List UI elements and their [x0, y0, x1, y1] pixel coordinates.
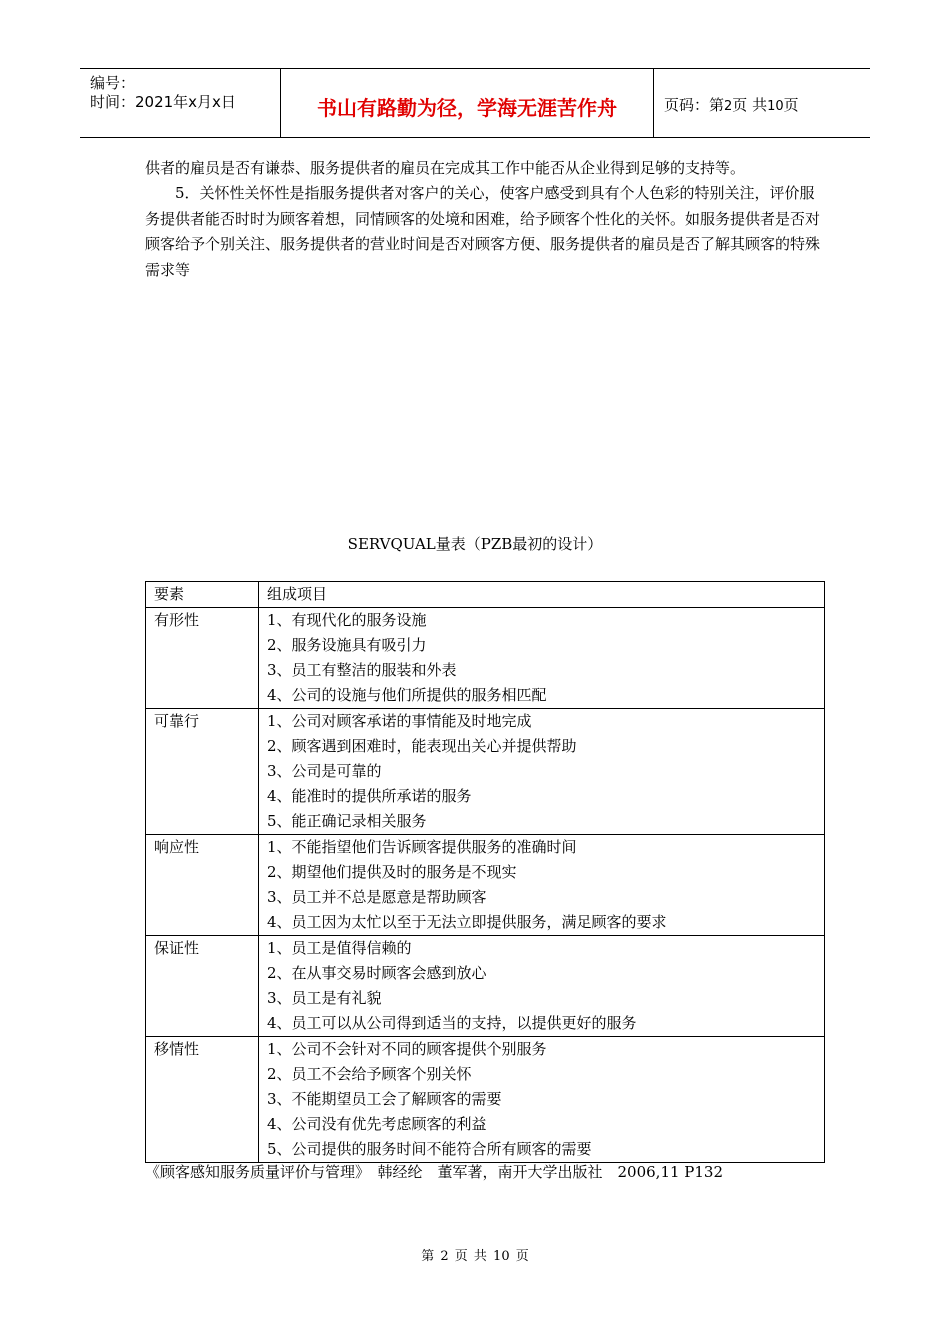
factor-cell: [146, 608, 259, 709]
time-label: 时间：2021年x月x日: [90, 93, 236, 111]
factor-cell: [146, 1037, 259, 1163]
code-label: 编号：: [90, 74, 136, 92]
item-line: 3、员工是有礼貌: [267, 989, 382, 1007]
header-factor-label: 要素: [154, 585, 185, 603]
page-prefix: 页码：第: [664, 96, 725, 114]
factor-label: 保证性: [154, 939, 200, 957]
citation: 《顾客感知服务质量评价与管理》 韩经纶 董军著，南开大学出版社 2006,11 P132: [145, 1163, 724, 1181]
item-line: 4、员工可以从公司得到适当的支持，以提供更好的服务: [267, 1014, 637, 1032]
factor-label: 响应性: [154, 838, 200, 856]
table-row: [146, 1037, 825, 1163]
item-line: 2、顾客遇到困难时，能表现出关心并提供帮助: [267, 737, 577, 755]
factor-label: 可靠行: [154, 712, 200, 730]
item-line: 2、在从事交易时顾客会感到放心: [267, 964, 487, 982]
table-header-items: [259, 582, 825, 608]
servqual-table: [145, 581, 825, 1163]
item-line: 1、员工是值得信赖的: [267, 939, 412, 957]
item-line: 3、公司是可靠的: [267, 762, 382, 780]
item-line: 2、员工不会给予顾客个别关怀: [267, 1065, 472, 1083]
body-paragraph-1: 供者的雇员是否有谦恭、服务提供者的雇员在完成其工作中能否从企业得到足够的支持等。: [145, 159, 746, 177]
header-motto-cell: [281, 69, 654, 137]
table-header-row: [146, 582, 825, 608]
header-page-cell: [654, 69, 870, 137]
items-cell: [259, 608, 825, 709]
factor-label: 有形性: [154, 611, 200, 629]
body-paragraph-2: 5．关怀性关怀性是指服务提供者对客户的关心，使客户感受到具有个人色彩的特别关注，评价服务提供者能否时时为顾客着想，同情顾客的处境和困难，给予顾客个性化的关怀。如服务提供者是否对顾客给予个别关注、服务提供者的营业时间是否对顾客方便、服务提供者的雇员是否了解其顾客的特殊需求等: [145, 184, 821, 279]
item-line: 4、公司没有优先考虑顾客的利益: [267, 1115, 487, 1133]
header-items-label: 组成项目: [267, 585, 328, 603]
page-mid: 页 共: [732, 96, 768, 114]
table-row: [146, 709, 825, 835]
items-cell: [259, 709, 825, 835]
factor-label: 移情性: [154, 1040, 200, 1058]
header-page-number: [664, 94, 799, 115]
table-row: [146, 835, 825, 936]
item-line: 1、公司不会针对不同的顾客提供个别服务: [267, 1040, 547, 1058]
table-title: SERVQUAL量表（PZB最初的设计）: [347, 535, 603, 553]
item-line: 5、公司提供的服务时间不能符合所有顾客的需要: [267, 1140, 592, 1158]
header-motto: 书山有路勤为径，学海无涯苦作舟: [317, 96, 617, 120]
items-cell: [259, 835, 825, 936]
item-line: 2、服务设施具有吸引力: [267, 636, 427, 654]
item-line: 2、期望他们提供及时的服务是不现实: [267, 863, 517, 881]
item-line: 4、员工因为太忙以至于无法立即提供服务，满足顾客的要求: [267, 913, 667, 931]
page-footer: 第 2 页 共 10 页: [421, 1249, 529, 1264]
items-cell: [259, 1037, 825, 1163]
items-cell: [259, 936, 825, 1037]
item-line: 4、能准时的提供所承诺的服务: [267, 787, 472, 805]
table-row: [146, 936, 825, 1037]
header-meta: [80, 69, 281, 137]
page-num: 2: [724, 99, 733, 114]
item-line: 3、不能期望员工会了解顾客的需要: [267, 1090, 502, 1108]
factor-cell: [146, 709, 259, 835]
page-header: [80, 68, 870, 138]
factor-cell: [146, 835, 259, 936]
table-header-factor: [146, 582, 259, 608]
item-line: 1、公司对顾客承诺的事情能及时地完成: [267, 712, 532, 730]
item-line: 5、能正确记录相关服务: [267, 812, 427, 830]
page-suffix: 页: [783, 96, 799, 114]
item-line: 3、员工有整洁的服装和外表: [267, 661, 457, 679]
page-total: 10: [767, 99, 784, 114]
item-line: 3、员工并不总是愿意是帮助顾客: [267, 888, 487, 906]
table-row: [146, 608, 825, 709]
item-line: 4、公司的设施与他们所提供的服务相匹配: [267, 686, 547, 704]
item-line: 1、不能指望他们告诉顾客提供服务的准确时间: [267, 838, 577, 856]
factor-cell: [146, 936, 259, 1037]
item-line: 1、有现代化的服务设施: [267, 611, 427, 629]
